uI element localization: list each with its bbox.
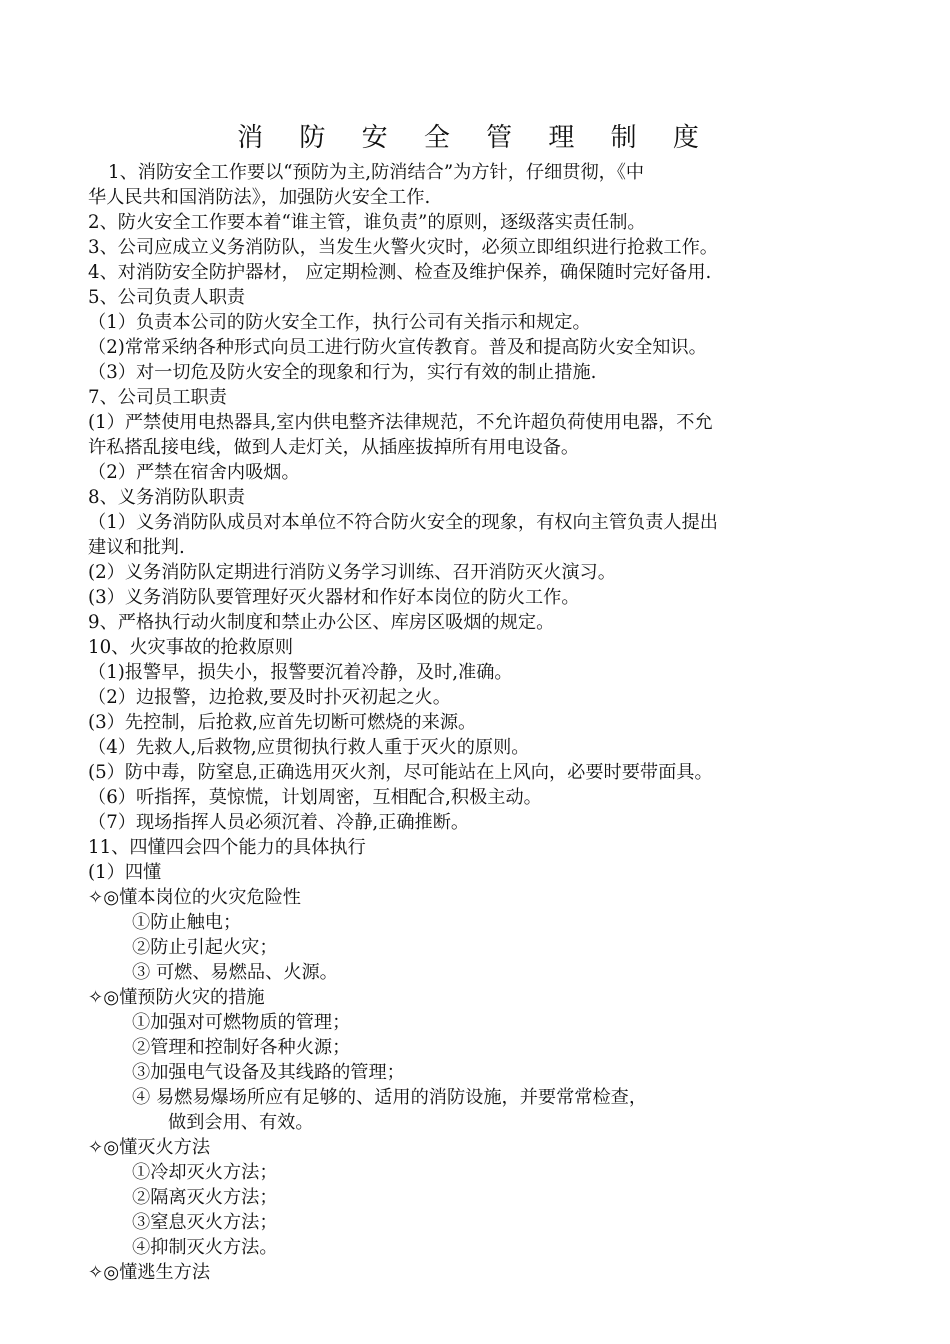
- text-line: 许私搭乱接电线，做到人走灯关，从插座拔掉所有用电设备。: [88, 437, 580, 458]
- text-line: ✧◎懂逃生方法: [88, 1262, 211, 1283]
- text-line: ✧◎懂本岗位的火灾危险性: [88, 887, 301, 908]
- text-line: (1）四懂: [88, 862, 162, 883]
- document-body: [88, 160, 878, 1285]
- text-line: （1）义务消防队成员对本单位不符合防火安全的现象，有权向主管负责人提出: [88, 512, 718, 533]
- text-line: ①冷却灭火方法；: [132, 1162, 278, 1183]
- text-line: 5、公司负责人职责: [88, 287, 246, 308]
- text-line: 9、严格执行动火制度和禁止办公区、库房区吸烟的规定。: [88, 612, 555, 633]
- text-line: 8、义务消防队职责: [88, 487, 246, 508]
- text-line: (1）严禁使用电热器具,室内供电整齐法律规范，不允许超负荷使用电器，不允: [88, 412, 713, 433]
- text-line: （1）负责本公司的防火安全工作，执行公司有关指示和规定。: [88, 312, 591, 333]
- text-line: 11、四懂四会四个能力的具体执行: [88, 837, 366, 858]
- text-line: ✧◎懂灭火方法: [88, 1137, 211, 1158]
- text-line: ✧◎懂预防火灾的措施: [88, 987, 265, 1008]
- text-line: （4）先救人,后救物,应贯彻执行救人重于灭火的原则。: [88, 737, 530, 758]
- text-line: ③加强电气设备及其线路的管理；: [132, 1062, 405, 1083]
- text-line: 1、消防安全工作要以“预防为主,防消结合”为方针，仔细贯彻，《中: [108, 162, 645, 183]
- text-line: 10、火灾事故的抢救原则: [88, 637, 294, 658]
- text-line: 4、对消防安全防护器材， 应定期检测、检查及维护保养，确保随时完好备用.: [88, 262, 712, 283]
- text-line: (5）防中毒，防窒息,正确选用灭火剂，尽可能站在上风向，必要时要带面具。: [88, 762, 713, 783]
- text-line: (3）先控制，后抢救,应首先切断可燃烧的来源。: [88, 712, 477, 733]
- text-line: （2）边报警，边抢救,要及时扑灭初起之火。: [88, 687, 451, 708]
- text-line: ②管理和控制好各种火源；: [132, 1037, 351, 1058]
- text-line: 建议和批判.: [88, 537, 185, 558]
- text-line: （2)常常采纳各种形式向员工进行防火宣传教育。普及和提高防火安全知识。: [88, 337, 707, 358]
- text-line: （6）听指挥，莫惊慌，计划周密，互相配合,积极主动。: [88, 787, 542, 808]
- text-line: ④ 易燃易爆场所应有足够的、适用的消防设施，并要常常检查，: [132, 1087, 648, 1108]
- text-line: （2）严禁在宿舍内吸烟。: [88, 462, 300, 483]
- text-line: ①防止触电；: [132, 912, 242, 933]
- text-line: 3、公司应成立义务消防队，当发生火警火灾时，必须立即组织进行抢救工作。: [88, 237, 718, 258]
- text-line: (3）义务消防队要管理好灭火器材和作好本岗位的防火工作。: [88, 587, 580, 608]
- text-line: ③窒息灭火方法；: [132, 1212, 278, 1233]
- text-line: ④抑制灭火方法。: [132, 1237, 278, 1258]
- text-line: ③ 可燃、易燃品、火源。: [132, 962, 338, 983]
- text-line: 2、防火安全工作要本着“谁主管，谁负责”的原则，逐级落实责任制。: [88, 212, 646, 233]
- text-line: （3）对一切危及防火安全的现象和行为，实行有效的制止措施.: [88, 362, 597, 383]
- text-line: 做到会用、有效。: [168, 1112, 314, 1133]
- text-line: ②隔离灭火方法；: [132, 1187, 278, 1208]
- text-line: ②防止引起火灾；: [132, 937, 278, 958]
- text-line: ①加强对可燃物质的管理；: [132, 1012, 351, 1033]
- text-line: (2）义务消防队定期进行消防义务学习训练、召开消防灭火演习。: [88, 562, 616, 583]
- text-line: 华人民共和国消防法》，加强防火安全工作.: [88, 187, 431, 208]
- text-line: 7、公司员工职责: [88, 387, 227, 408]
- text-line: （1)报警早，损失小，报警要沉着冷静，及时,准确。: [88, 662, 513, 683]
- text-line: （7）现场指挥人员必须沉着、冷静,正确推断。: [88, 812, 470, 833]
- document-title: 消 防 安 全 管 理 制 度: [237, 123, 713, 153]
